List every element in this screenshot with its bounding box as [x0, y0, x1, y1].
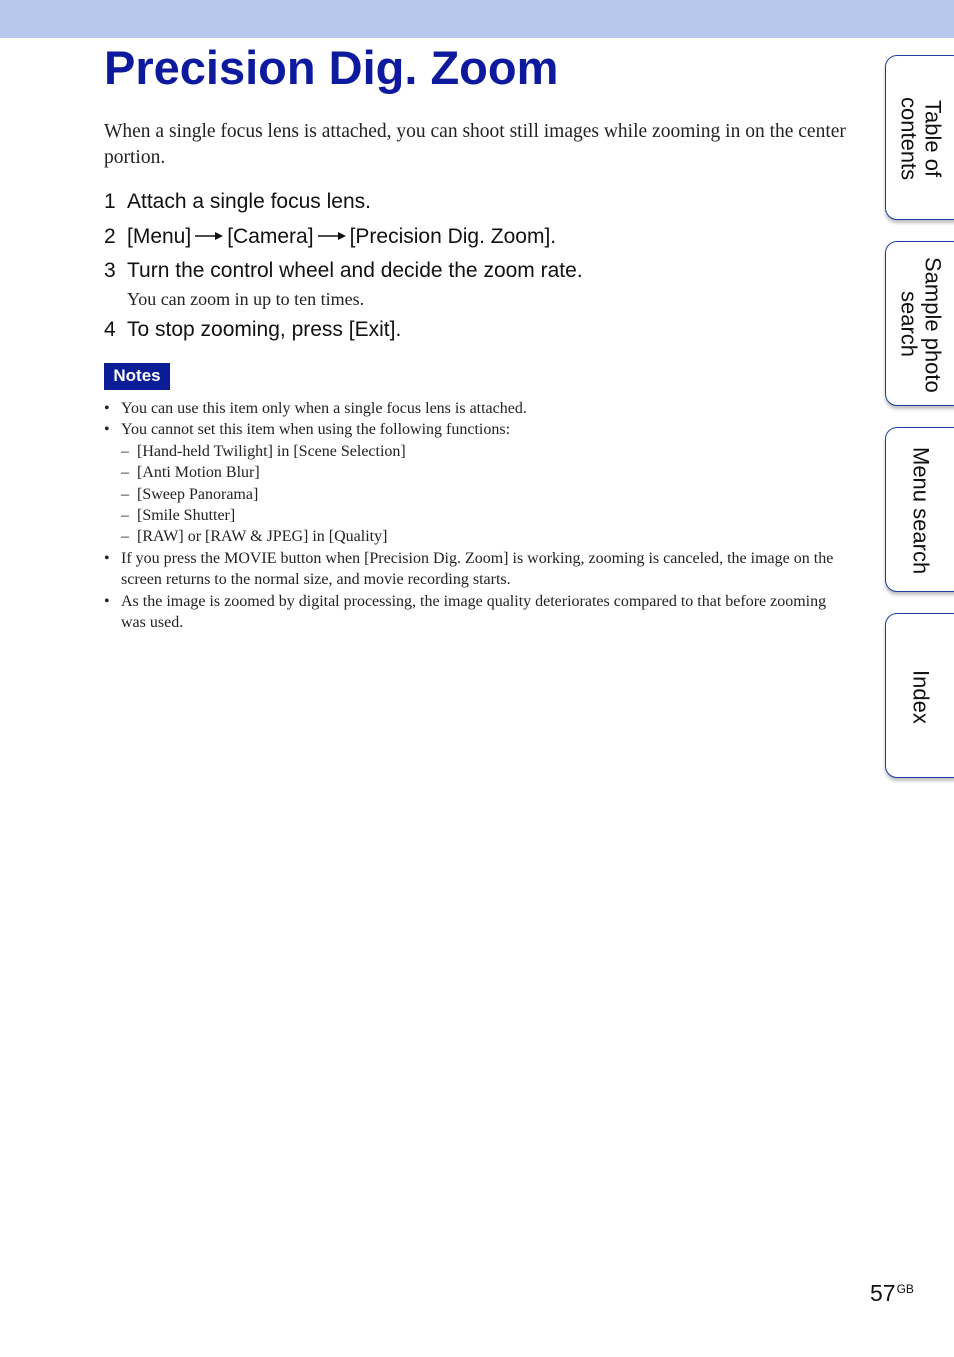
note-item: • You can use this item only when a single focus lens is attached.	[104, 398, 854, 419]
step-zoom-text: [Precision Dig. Zoom].	[349, 225, 557, 248]
bullet-icon: •	[104, 421, 110, 439]
intro-paragraph: When a single focus lens is attached, you can shoot still images while zooming in on the center portion.	[104, 121, 846, 168]
page-number: $57^{GB}$	[870, 1280, 914, 1306]
note-item: • If you press the MOVIE button when [Precision Dig. Zoom] is working, zooming is canceled, the image on the screen returns to the normal size, and movie recording starts.	[104, 549, 834, 589]
notes-badge: Notes	[104, 363, 170, 390]
step-number: 2	[104, 225, 116, 248]
bullet-icon: •	[104, 549, 110, 567]
step-1	[104, 190, 371, 214]
step-camera-text: [Camera]	[227, 225, 314, 248]
arrow-right-icon	[318, 231, 346, 241]
tab-index[interactable]	[885, 613, 954, 778]
page-suffix: GB	[896, 1282, 914, 1296]
note-item: • You cannot set this item when using the following functions:	[104, 419, 854, 440]
dash-icon: –	[121, 442, 129, 460]
tab-label: Table of contents	[896, 96, 946, 181]
step-number: 4	[104, 318, 116, 341]
tab-label: Menu search	[908, 446, 934, 575]
step-text: Turn the control wheel and decide the zoom rate.	[127, 259, 583, 282]
step-2	[104, 225, 556, 249]
step-number: 1	[104, 190, 116, 213]
tab-menu-search[interactable]	[885, 427, 954, 592]
note-sub-item: – [Sweep Panorama]	[104, 484, 854, 505]
tab-sample-photo-search[interactable]	[885, 241, 954, 406]
note-sub-item: – [Hand-held Twilight] in [Scene Selection]	[104, 441, 854, 462]
header-bar	[0, 0, 954, 38]
bullet-icon: •	[104, 400, 110, 417]
note-sub-item: – [Smile Shutter]	[104, 505, 854, 526]
dash-icon: –	[121, 507, 129, 525]
notes-list	[104, 398, 854, 633]
tab-label: Sample photo search	[896, 256, 946, 393]
step-number: 3	[104, 259, 116, 282]
step-4	[104, 318, 401, 342]
tab-label: Index	[908, 669, 934, 724]
bullet-icon: •	[104, 592, 110, 610]
dash-icon: –	[121, 464, 129, 482]
note-sub-item: – [RAW] or [RAW & JPEG] in [Quality]	[104, 526, 854, 547]
step-text: To stop zooming, press [Exit].	[127, 318, 402, 341]
step-3-detail: You can zoom in up to ten times.	[127, 289, 365, 309]
step-3	[104, 259, 583, 283]
step-menu-text: [Menu]	[127, 225, 192, 248]
note-sub-item: – [Anti Motion Blur]	[104, 462, 854, 483]
step-text: Attach a single focus lens.	[127, 190, 371, 213]
dash-icon: –	[121, 528, 129, 546]
arrow-right-icon	[195, 231, 223, 241]
dash-icon: –	[121, 485, 129, 503]
note-item: • As the image is zoomed by digital processing, the image quality deteriorates compared to that before zooming was used.	[104, 592, 827, 632]
page-title: Precision Dig. Zoom	[104, 41, 559, 94]
tab-table-of-contents[interactable]	[885, 55, 954, 220]
